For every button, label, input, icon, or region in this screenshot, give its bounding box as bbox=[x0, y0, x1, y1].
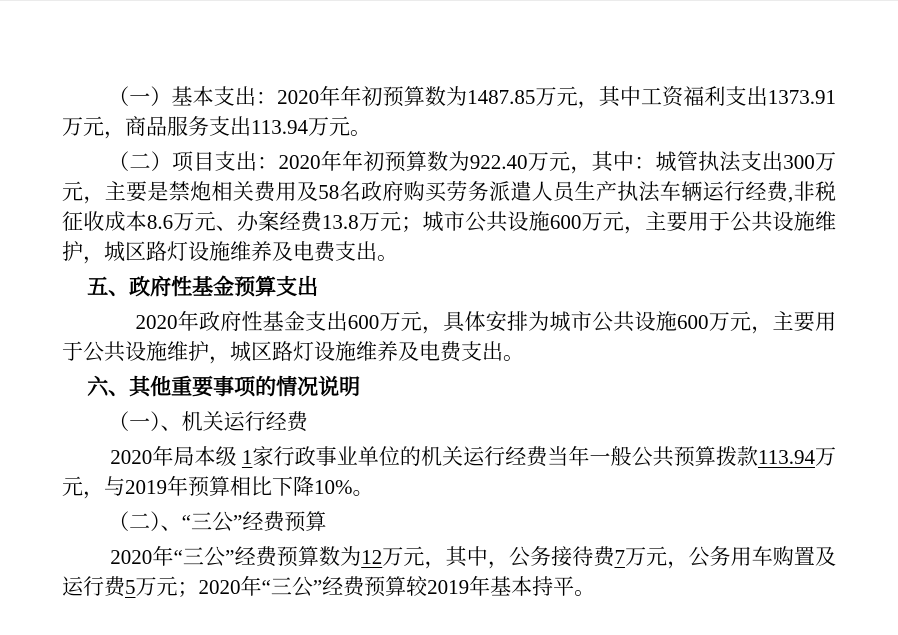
document-content bbox=[62, 82, 836, 602]
text-segment: 2020年政府性基金支出600万元，具体安排为城市公共设施600万元，主要用于公共设施维护，城区路灯设施维养及电费支出。 bbox=[62, 310, 836, 364]
text-segment: 万元，其中，公务接待费 bbox=[382, 545, 615, 569]
text-segment: 万元，公务用车购置及运行费 bbox=[62, 545, 837, 599]
paragraph bbox=[62, 82, 836, 142]
underlined-value: 5 bbox=[125, 575, 136, 599]
section-heading bbox=[62, 372, 836, 402]
text-segment: 五、政府性基金预算支出 bbox=[87, 275, 319, 299]
page-top-divider bbox=[0, 0, 898, 1]
text-segment: 家行政事业单位的机关运行经费当年一般公共预算拨款 bbox=[252, 445, 758, 469]
paragraph-deep-indent bbox=[62, 307, 836, 367]
text-segment: （一）、机关运行经费 bbox=[108, 410, 308, 434]
paragraph bbox=[62, 147, 836, 267]
section-heading bbox=[62, 272, 836, 302]
underlined-value: 1 bbox=[241, 445, 253, 469]
text-segment: 2020年“三公”经费预算数为 bbox=[110, 545, 362, 569]
text-segment: 万元；2020年“三公”经费预算较2019年基本持平。 bbox=[135, 575, 596, 599]
text-segment: （一）基本支出：2020年年初预算数为1487.85万元，其中工资福利支出1373.91万元，商品服务支出113.94万元。 bbox=[62, 85, 836, 139]
text-segment: （二）项目支出：2020年年初预算数为922.40万元，其中：城管执法支出300万元，主要是禁炮相关费用及58名政府购买劳务派遣人员生产执法车辆运行经费,非税征收成本8.6万元、办案经费13.8万元；城市公共设施600万元，主要用于公共设施维护，城区路灯设施维养及电费支出。 bbox=[62, 150, 836, 264]
sub-heading bbox=[62, 407, 836, 437]
sub-heading bbox=[62, 507, 836, 537]
underlined-value: 113.94 bbox=[757, 445, 815, 469]
text-segment: 万元，与2019年预算相比下降10%。 bbox=[62, 445, 837, 499]
paragraph-indent bbox=[62, 442, 836, 502]
text-segment: 2020年局本级 bbox=[110, 445, 242, 469]
underlined-value: 12 bbox=[361, 545, 383, 569]
text-segment: 六、其他重要事项的情况说明 bbox=[87, 375, 361, 399]
underlined-value: 7 bbox=[614, 545, 625, 569]
text-segment: （二）、“三公”经费预算 bbox=[108, 510, 327, 534]
paragraph-indent bbox=[62, 542, 836, 602]
